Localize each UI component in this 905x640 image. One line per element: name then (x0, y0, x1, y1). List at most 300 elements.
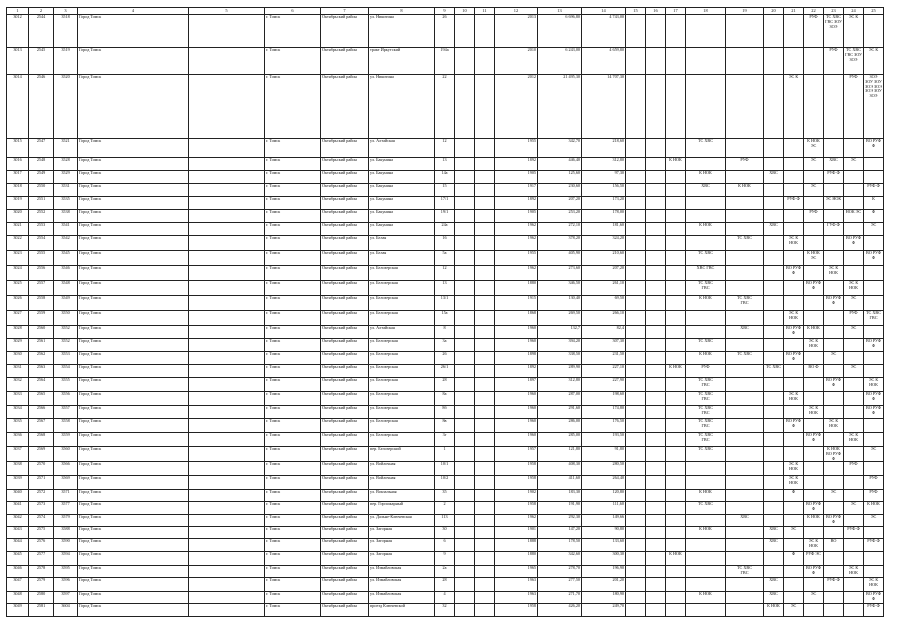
table-cell: Город Томск (78, 462, 189, 476)
table-cell (626, 566, 646, 578)
table-cell (646, 48, 666, 75)
table-cell: 2565 (29, 392, 54, 406)
table-cell (686, 75, 726, 139)
table-cell: 13 (435, 158, 455, 171)
table-cell (646, 447, 666, 462)
table-cell: 3555 (54, 378, 78, 392)
table-cell (804, 311, 824, 326)
table-row (7, 48, 884, 75)
table-cell (189, 592, 265, 604)
table-cell (804, 352, 824, 365)
table-cell (686, 158, 726, 171)
table-cell: 1957 (495, 447, 538, 462)
table-cell (844, 251, 864, 266)
table-cell (864, 419, 884, 433)
table-cell (189, 236, 265, 251)
table-cell (626, 365, 646, 378)
table-cell: Октябрьский район (321, 447, 369, 462)
table-cell (764, 490, 784, 502)
table-cell (666, 539, 686, 552)
table-cell: 2552 (29, 210, 54, 223)
table-cell: 1958 (495, 502, 538, 515)
table-cell (475, 578, 495, 592)
table-cell: 1958 (495, 476, 538, 490)
table-cell: РУФ (844, 311, 864, 326)
table-cell: 8а (435, 392, 455, 406)
table-cell (844, 406, 864, 419)
table-cell: 3577 (54, 502, 78, 515)
table-cell: пер. Белозерский (369, 447, 435, 462)
table-cell (726, 210, 764, 223)
table-cell: ЭС К НОК (804, 406, 824, 419)
table-cell (475, 378, 495, 392)
table-cell: 121,80 (538, 447, 582, 462)
table-cell: Город Томск (78, 326, 189, 339)
table-cell: 3а (435, 339, 455, 352)
table-cell (726, 419, 764, 433)
table-row (7, 566, 884, 578)
table-cell (666, 311, 686, 326)
table-cell: 285,00 (538, 433, 582, 447)
table-cell: 2562 (29, 352, 54, 365)
table-cell (666, 139, 686, 158)
table-row (7, 184, 884, 197)
table-cell: Октябрьский район (321, 171, 369, 184)
table-cell: ЭС К НОК (784, 236, 804, 251)
table-cell: ТС ХВС ГВС (726, 566, 764, 578)
table-cell: РУФ (804, 210, 824, 223)
table-cell (189, 406, 265, 419)
table-cell (626, 266, 646, 281)
table-cell (784, 406, 804, 419)
housing-register-table (6, 7, 884, 617)
table-cell: 2546 (29, 75, 54, 139)
table-cell (455, 296, 475, 311)
table-cell (844, 223, 864, 236)
table-cell: 292,30 (538, 515, 582, 527)
table-cell: ТС ХВС ГВС (686, 392, 726, 406)
table-cell: 90,80 (582, 527, 626, 539)
table-cell (455, 352, 475, 365)
table-cell: Город Томск (78, 197, 189, 210)
table-cell (726, 281, 764, 296)
table-cell: 1902 (495, 490, 538, 502)
table-cell: 3033 (7, 392, 29, 406)
table-cell: ул. Бакунина (369, 223, 435, 236)
table-cell (844, 539, 864, 552)
table-cell: Ф (784, 552, 804, 566)
table-cell: г. Томск (265, 433, 321, 447)
table-cell (455, 566, 475, 578)
table-cell (686, 48, 726, 75)
table-cell: 3019 (7, 197, 29, 210)
table-cell: 1960 (495, 339, 538, 352)
table-cell: 3520 (54, 75, 78, 139)
table-cell (189, 433, 265, 447)
table-cell (864, 433, 884, 447)
table-cell: ХВС ГВС (686, 266, 726, 281)
table-cell: РУФ (844, 75, 864, 139)
table-row (7, 604, 884, 617)
table-cell: РУФ (824, 48, 844, 75)
table-cell (646, 433, 666, 447)
table-cell: ВО Ф (804, 365, 824, 378)
table-cell (666, 476, 686, 490)
table-row (7, 433, 884, 447)
table-cell: 2574 (29, 515, 54, 527)
table-cell (726, 406, 764, 419)
table-cell: 3531 (54, 184, 78, 197)
table-cell: Город Томск (78, 490, 189, 502)
table-cell (455, 578, 475, 592)
table-cell (824, 236, 844, 251)
table-cell: ЭС (844, 158, 864, 171)
table-cell (475, 326, 495, 339)
table-cell: г. Томск (265, 158, 321, 171)
table-cell (646, 75, 666, 139)
table-cell: ул. Измайловская (369, 578, 435, 592)
table-cell: 16 (435, 236, 455, 251)
table-cell: 91,80 (582, 447, 626, 462)
table-cell: тракт Иркутский (369, 48, 435, 75)
table-cell (784, 184, 804, 197)
table-cell: г. Томск (265, 339, 321, 352)
table-cell (764, 462, 784, 476)
table-cell (475, 197, 495, 210)
table-cell: 3521 (54, 139, 78, 158)
table-cell: ТС ХВС ГВС (686, 406, 726, 419)
table-cell: Город Томск (78, 539, 189, 552)
table-cell: Октябрьский район (321, 392, 369, 406)
table-cell: 3026 (7, 296, 29, 311)
table-cell: ВО РУФ Ф (824, 515, 844, 527)
table-cell: 3597 (54, 592, 78, 604)
table-row (7, 75, 884, 139)
table-cell (726, 171, 764, 184)
table-cell: ул. Белозерская (369, 339, 435, 352)
table-cell (844, 171, 864, 184)
table-cell: Октябрьский район (321, 158, 369, 171)
table-cell (455, 223, 475, 236)
table-cell: 3519 (54, 48, 78, 75)
table-cell: 280,50 (582, 462, 626, 476)
table-cell (455, 365, 475, 378)
table-cell (646, 352, 666, 365)
table-cell: ТС ХВС ГВС (864, 311, 884, 326)
table-cell: г. Томск (265, 378, 321, 392)
table-cell (804, 378, 824, 392)
table-cell: 178,50 (538, 539, 582, 552)
table-cell (666, 566, 686, 578)
table-cell: ВО РУФ Ф (844, 236, 864, 251)
table-cell (189, 139, 265, 158)
table-cell: 198,60 (582, 392, 626, 406)
table-cell (666, 281, 686, 296)
table-cell: 3034 (7, 406, 29, 419)
column-number-cell: 13 (538, 8, 582, 15)
table-cell: РУФ Ф (864, 539, 884, 552)
table-cell (726, 490, 764, 502)
table-cell (666, 339, 686, 352)
table-cell: Город Томск (78, 419, 189, 433)
table-cell: ЗОЭ ЗОУ ЗОУ ЗОЭ ЗОЭ ЗОЭ ЗОУ ЗОЭ (864, 75, 884, 139)
table-cell: 173,20 (582, 197, 626, 210)
table-cell (189, 311, 265, 326)
table-cell: ЭС К НОК (784, 476, 804, 490)
table-cell: Город Томск (78, 223, 189, 236)
table-cell (764, 251, 784, 266)
table-cell: Октябрьский район (321, 578, 369, 592)
table-cell: ул. Белая (369, 236, 435, 251)
table-cell (455, 281, 475, 296)
table-cell: 1962 (495, 266, 538, 281)
table-cell: 2549 (29, 171, 54, 184)
table-cell: ВО РУФ Ф (864, 139, 884, 158)
table-cell (626, 210, 646, 223)
table-cell (189, 197, 265, 210)
table-cell: г. Томск (265, 281, 321, 296)
table-cell (189, 158, 265, 171)
table-cell (475, 406, 495, 419)
table-row (7, 490, 884, 502)
table-cell: 2012 (495, 75, 538, 139)
table-cell: 26/1 (435, 365, 455, 378)
table-cell: ВО РУФ Ф (804, 566, 824, 578)
table-cell (726, 447, 764, 462)
table-cell (764, 326, 784, 339)
table-cell: К НОК (686, 592, 726, 604)
table-cell (844, 339, 864, 352)
table-cell: 3030 (7, 352, 29, 365)
table-row (7, 378, 884, 392)
table-cell: ТС ХВС ГВС ЗОУ ЗОЭ (844, 48, 864, 75)
table-cell: Город Томск (78, 236, 189, 251)
table-cell: К НОК (726, 184, 764, 197)
table-cell: К НОК (686, 296, 726, 311)
table-cell: 3558 (54, 419, 78, 433)
table-cell (804, 236, 824, 251)
table-cell: ЭС (844, 502, 864, 515)
table-cell: 2570 (29, 462, 54, 476)
table-cell (455, 251, 475, 266)
table-cell (804, 296, 824, 311)
table-cell (804, 490, 824, 502)
table-cell: 3590 (54, 539, 78, 552)
table-cell (475, 462, 495, 476)
table-cell (686, 515, 726, 527)
table-cell: ул. Белозерская (369, 378, 435, 392)
table-cell (626, 352, 646, 365)
table-cell: 4 (435, 592, 455, 604)
table-cell (475, 15, 495, 48)
table-cell (666, 462, 686, 476)
table-cell: 3043 (7, 527, 29, 539)
table-cell: ЭС (844, 326, 864, 339)
table-cell: 3535 (54, 197, 78, 210)
table-cell (764, 184, 784, 197)
table-cell (666, 326, 686, 339)
table-cell (626, 158, 646, 171)
table-cell (864, 236, 884, 251)
table-cell: К (864, 197, 884, 210)
table-cell: К НОК (686, 171, 726, 184)
table-cell: Город Томск (78, 15, 189, 48)
table-cell (455, 326, 475, 339)
table-cell: ХВС (764, 578, 784, 592)
table-cell: г. Томск (265, 419, 321, 433)
table-cell (784, 139, 804, 158)
table-cell: г. Томск (265, 604, 321, 617)
table-cell (475, 281, 495, 296)
table-cell: ТС ХВС (726, 352, 764, 365)
table-cell: 120,80 (582, 490, 626, 502)
table-cell (666, 352, 686, 365)
table-cell (666, 419, 686, 433)
table-cell (726, 392, 764, 406)
table-cell: ул. Белозерская (369, 392, 435, 406)
table-cell: г. Томск (265, 184, 321, 197)
table-cell: РУФ Ф (824, 578, 844, 592)
table-cell (784, 296, 804, 311)
table-cell: 2579 (29, 578, 54, 592)
table-cell (455, 515, 475, 527)
table-cell: 1917 (495, 184, 538, 197)
table-cell: РУФ (864, 490, 884, 502)
table-cell: г. Томск (265, 392, 321, 406)
table-cell: ЭС (804, 184, 824, 197)
table-cell: 3042 (7, 515, 29, 527)
table-cell: ЭС К НОК (784, 311, 804, 326)
table-cell: ЭС (824, 352, 844, 365)
table-cell (726, 266, 764, 281)
table-cell: ул. Белозерская (369, 419, 435, 433)
table-cell: 2554 (29, 236, 54, 251)
table-cell: 3047 (7, 578, 29, 592)
table-cell: ВО РУФ Ф (804, 281, 824, 296)
table-cell: Октябрьский район (321, 251, 369, 266)
table-cell: Город Томск (78, 502, 189, 515)
table-cell (189, 419, 265, 433)
table-cell (784, 515, 804, 527)
table-cell (666, 527, 686, 539)
table-cell (844, 515, 864, 527)
table-cell (864, 552, 884, 566)
table-cell (764, 48, 784, 75)
table-cell: 97,30 (582, 171, 626, 184)
table-cell: 26 (435, 15, 455, 48)
table-cell (864, 326, 884, 339)
table-cell: 277,50 (538, 578, 582, 592)
table-cell: ХВС (686, 184, 726, 197)
table-cell: 2555 (29, 251, 54, 266)
table-cell (189, 392, 265, 406)
table-cell: ул. Загорная (369, 539, 435, 552)
table-cell: 3569 (54, 476, 78, 490)
table-cell: РУФ Ф (784, 197, 804, 210)
column-number-cell: 11 (475, 8, 495, 15)
table-cell: Город Томск (78, 447, 189, 462)
table-cell (726, 502, 764, 515)
table-cell (784, 171, 804, 184)
table-cell: ул. Белозерская (369, 406, 435, 419)
table-cell: 2578 (29, 566, 54, 578)
table-cell: 1965 (495, 566, 538, 578)
table-cell: Октябрьский район (321, 266, 369, 281)
table-cell: 6 696,80 (538, 15, 582, 48)
table-cell: 191,90 (538, 502, 582, 515)
table-cell: РУФ Ф (864, 604, 884, 617)
table-cell (455, 552, 475, 566)
table-cell: Город Томск (78, 210, 189, 223)
table-cell: г. Томск (265, 515, 321, 527)
table-cell: 147,20 (538, 527, 582, 539)
table-cell: РУФ ЭС (804, 552, 824, 566)
table-cell: 1958 (495, 462, 538, 476)
table-cell: Город Томск (78, 352, 189, 365)
table-cell: 300,30 (582, 552, 626, 566)
table-cell (475, 311, 495, 326)
table-cell (189, 462, 265, 476)
table-cell (475, 139, 495, 158)
table-cell (455, 171, 475, 184)
table-cell (764, 392, 784, 406)
table-cell: г. Томск (265, 476, 321, 490)
table-cell: 10/2 (435, 476, 455, 490)
table-cell (455, 539, 475, 552)
table-cell (666, 592, 686, 604)
table-cell: РУФ Ф (824, 171, 844, 184)
table-cell (784, 592, 804, 604)
table-cell (455, 476, 475, 490)
table-cell: 3016 (7, 158, 29, 171)
table-cell: Город Томск (78, 75, 189, 139)
table-cell (475, 433, 495, 447)
table-cell: 227,90 (582, 378, 626, 392)
table-cell (764, 266, 784, 281)
table-cell: Октябрьский район (321, 339, 369, 352)
table-cell: 3015 (7, 139, 29, 158)
table-cell: г. Томск (265, 251, 321, 266)
table-cell: 4 659,80 (582, 48, 626, 75)
table-cell (475, 419, 495, 433)
table-cell: Город Томск (78, 476, 189, 490)
table-cell: Октябрьский район (321, 539, 369, 552)
table-cell (189, 515, 265, 527)
table-cell: 130,40 (538, 296, 582, 311)
table-cell (646, 578, 666, 592)
table-cell: 210,60 (582, 251, 626, 266)
table-row (7, 251, 884, 266)
table-cell (475, 592, 495, 604)
table-cell: Город Томск (78, 515, 189, 527)
table-cell: 272,10 (538, 223, 582, 236)
table-cell: 207,20 (582, 266, 626, 281)
table-cell: 35 (435, 490, 455, 502)
table-cell (726, 75, 764, 139)
table-cell (864, 365, 884, 378)
table-cell: ТС ХВС ГВС (726, 296, 764, 311)
table-cell: Октябрьский район (321, 406, 369, 419)
table-cell: ХВС (764, 527, 784, 539)
table-cell: 3542 (54, 236, 78, 251)
table-cell (726, 433, 764, 447)
table-cell: г. Томск (265, 311, 321, 326)
table-cell: 1 (435, 447, 455, 462)
table-cell (189, 75, 265, 139)
table-cell: ВО РУФ Ф (864, 339, 884, 352)
table-cell: 3014 (7, 75, 29, 139)
table-cell (189, 490, 265, 502)
